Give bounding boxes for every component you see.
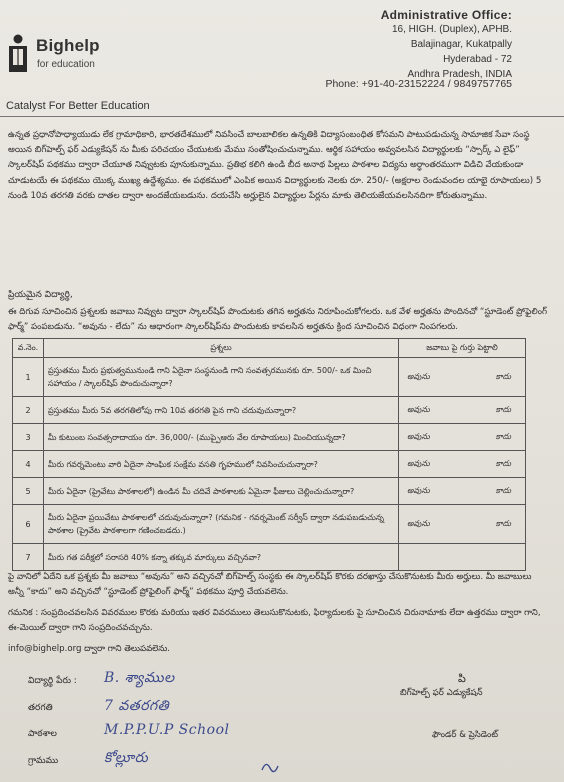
row-answer[interactable] <box>399 358 526 397</box>
answer-yes[interactable]: అవును <box>407 431 430 441</box>
school-field[interactable]: M.P.P.U.P School <box>104 722 230 738</box>
contact-note: గమనిక : సంప్రదించవలసిన వివరముల కొరకు మరియు ఇతర వివరములు తెలుసుకొనుటకు, ఫిర్యాదులకు పై సూచించిన చిరునామాకు లేదా ఉత్తరము ద్వారా గాని, ఈ-మెయిల్ ద్వారా గాని సంప్రదించవచ్చును. <box>8 608 541 634</box>
row-question: మీరు గవర్నమెంటు వారి ఏదైనా సాంఘిక సంక్షేమ వసతి గృహములో నివసించుచున్నారా? <box>44 451 399 478</box>
table-row <box>13 358 526 397</box>
eligibility-note: పై వానిలో ఏదేని ఒక ప్రశ్నకు మీ జవాబు “అవును” అని వచ్చినచో బిగ్‌హెల్ప్ సంస్థకు ఈ స్కాలర్‌షిప్ కొరకు దరఖాస్తు చేసుకొనుటకు మీరు అర్హులు. మీ జవాబులు అన్నీ “కాదు” అని వచ్చినచో “స్టూడెంట్ ప్రోఫైలింగ్ ఫార్మ్” పథకము పూర్తి చేయవలెను. <box>8 572 532 598</box>
row-number: 7 <box>13 544 44 571</box>
brand-name: Bighelp <box>36 36 100 55</box>
row-question: మీరు ఏదైనా (ప్రైవేటు పాఠశాలలో) ఉండిన మీ చదివే పాఠశాలకు ఏమైనా ఫీజులు చెల్లించుచున్నారా? <box>44 478 399 505</box>
table-row <box>13 544 526 571</box>
row-number: 3 <box>13 424 44 451</box>
answer-no[interactable]: కాదు <box>495 485 511 495</box>
row-number: 2 <box>13 397 44 424</box>
logo-person-book-icon <box>6 34 30 76</box>
col-header-answer: జవాబు పై గుర్తు పెట్టాలి <box>399 339 526 358</box>
table-row <box>13 505 526 544</box>
row-number: 5 <box>13 478 44 505</box>
eligibility-table <box>12 338 526 571</box>
answer-no[interactable]: కాదు <box>495 518 511 528</box>
answer-yes[interactable]: అవును <box>407 485 430 495</box>
address-line: Hyderabad - 72 <box>443 54 512 65</box>
email-line: info@bighelp.org ద్వారా గాని తెలుపవలెను. <box>8 644 171 654</box>
class-label: తరగతి <box>28 703 53 713</box>
table-row <box>13 424 526 451</box>
answer-no[interactable]: కాదు <box>495 404 511 414</box>
header-divider <box>0 116 564 117</box>
table-row <box>13 397 526 424</box>
col-header-question: ప్రశ్నలు <box>44 339 399 358</box>
organisation-signature: బిగ్‌హెల్ప్ ఫర్ ఎడ్యుకేషన్ <box>400 688 483 698</box>
address-line: 16, HIGH. (Duplex), APHB. <box>391 24 512 35</box>
row-question: మీరు గత పరీక్షలో సరాసరి 40% కన్నా తక్కువ మార్కులు వచ్చినవా? <box>44 544 399 571</box>
office-address <box>312 8 512 82</box>
answer-yes[interactable]: అవును <box>407 371 430 381</box>
school-label: పాఠశాల <box>28 729 57 739</box>
table-row <box>13 478 526 505</box>
row-number: 4 <box>13 451 44 478</box>
table-header-row <box>13 339 526 358</box>
row-question: మీరు ఏదైనా ప్రయివేటు పాఠశాలలో చదువుచున్నారా? (గమనిక - గవర్నమెంట్ సర్వీస్ ద్వారా నడుపబడుచున్న పాఠశాల (ప్రైవేట పాఠశాలగా గణించబడదు.) <box>44 505 399 544</box>
table-row <box>13 451 526 478</box>
tagline: Catalyst For Better Education <box>6 100 150 112</box>
row-answer[interactable] <box>399 544 526 571</box>
intro-paragraph: ఉన్నత ప్రధానోపాధ్యాయుడు లేక గ్రామాధికారి, భారతదేశములో నివసించే బాలబాలికల ఉన్నతికి విద్యాసంబంధిత కోసమని పాటుపడుచున్న సామాజిక సేవా సంస్థ అయిన బిగ్‌హెల్ప్ ఫర్ ఎడ్యుకేషన్ ను మీకు పరిచయం చేయుటకు మేము సంతోషించుచున్నాము. ఆర్థిక సహాయం అవ్వవలసిన విద్యార్థులకు “స్పార్క్ ఎ లైఫ్” స్కాలర్‌షిప్ పథకము ద్వారా చేయూత నివ్వుటకు పూనుకున్నాము. ప్రతిభ కలిగి ఉండి బీద అనాథ పిల్లలు పాఠశాల విద్యను అర్ధాంతరముగా విడిచి వేయకుండా చూడుటయే ఈ పథకము యొక్క ముఖ్య ఉద్దేశ్యము. ఈ పథకములో ఎంపిక అయిన విద్యార్థులకు నెలకు రూ. 250/- (అక్షరాల రెండువందల యాభై రూపాయలు) 5 నుండి 10వ తరగతి వరకు దాతల ద్వారా అందజేయబడును. దయచేసి అర్హులైన విద్యార్థుల పేర్లను మాకు తెలియజేయవలసినదిగా కోరుతున్నాము. <box>8 130 542 201</box>
address-line: Balajinagar, Kukatpally <box>410 39 512 50</box>
row-answer[interactable] <box>399 397 526 424</box>
answer-yes[interactable]: అవును <box>407 458 430 468</box>
class-field[interactable]: 7 వతరగతి <box>104 698 170 714</box>
village-label: గ్రామము <box>28 756 59 766</box>
student-name-field[interactable]: B. శ్యాముల <box>104 670 175 686</box>
village-field[interactable]: కోల్లూరు <box>104 750 149 766</box>
pen-scribble-icon <box>258 756 288 776</box>
row-question: ప్రస్తుతము మీరు ప్రభుత్వమునుండి గాని ఏదైనా సంస్థనుండి గాని సంవత్సరమునకు రూ. 500/- ఒక మించి సహాయం / స్కాలర్‌షిప్ పొందుచున్నారా? <box>44 358 399 397</box>
row-answer[interactable] <box>399 478 526 505</box>
row-number: 6 <box>13 505 44 544</box>
student-name-label: విద్యార్థి పేరు : <box>28 676 77 686</box>
answer-no[interactable]: కాదు <box>495 371 511 381</box>
signature-mark: పి <box>458 672 466 685</box>
row-number: 1 <box>13 358 44 397</box>
answer-yes[interactable]: అవును <box>407 518 430 528</box>
address-line: Andhra Pradesh, INDIA <box>407 69 512 80</box>
salutation: ప్రియమైన విద్యార్థి, <box>8 290 73 300</box>
answer-no[interactable]: కాదు <box>495 458 511 468</box>
answer-yes[interactable]: అవును <box>407 404 430 414</box>
phone-number: Phone: +91-40-23152224 / 9849757765 <box>325 78 512 90</box>
brand-subtitle: for education <box>37 59 95 70</box>
answer-no[interactable]: కాదు <box>495 431 511 441</box>
instructions-paragraph: ఈ దిగువ సూచించిన ప్రశ్నలకు జవాబు నివ్వుట ద్వారా స్కాలర్‌షిప్ పొందుటకు తగిన అర్హతను నిరూపించుకోగలరు. ఒక వేళ అర్హతను పొందినచో “స్టూడెంట్ ప్రోఫైలింగ్ ఫార్మ్” పంపబడును. “అవును - లేదు” ను ఆధారంగా స్కాలర్‌షిప్‌ను పొందుటకు కావలసిన అర్హతను క్రింద సూచించిన విధంగా నింపగలరు. <box>8 307 547 333</box>
founder-title: ఫౌండర్ & ప్రెసిడెంట్ <box>432 730 498 740</box>
office-title: Administrative Office: <box>380 8 512 22</box>
row-answer[interactable] <box>399 424 526 451</box>
row-question: ప్రస్తుతము మీరు 5వ తరగతిలోపు గాని 10వ తరగతి పైన గాని చదువుచున్నారా? <box>44 397 399 424</box>
row-answer[interactable] <box>399 505 526 544</box>
row-question: మీ కుటుంబ సంవత్సరాదాయం రూ. 36,000/- (ముప్పైఆరు వేల రూపాయలు) మించియున్నదా? <box>44 424 399 451</box>
col-header-sno: వ.నెం. <box>13 339 44 358</box>
row-answer[interactable] <box>399 451 526 478</box>
bighelp-logo <box>6 32 156 82</box>
